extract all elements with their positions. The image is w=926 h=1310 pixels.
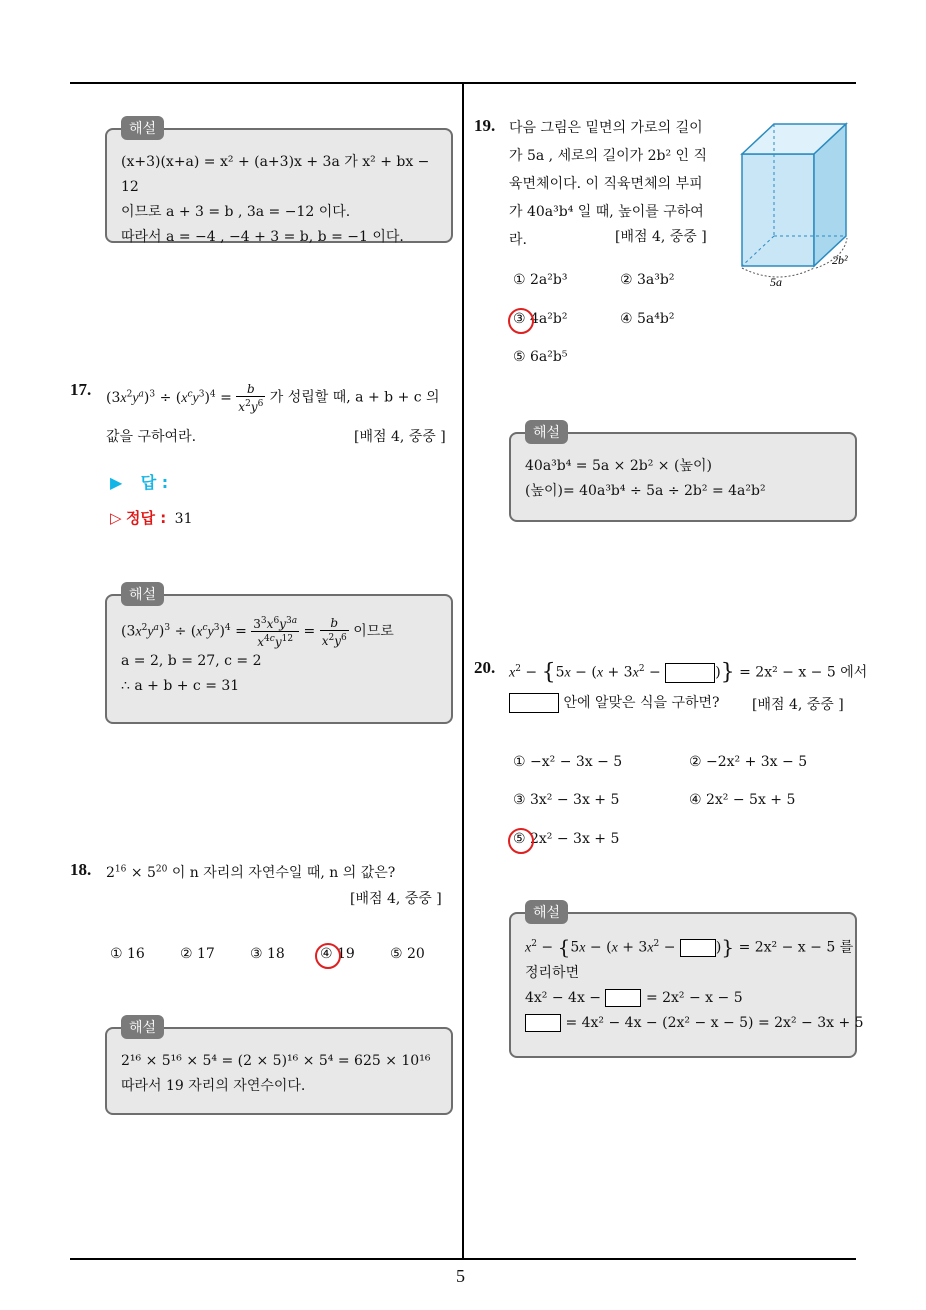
q20-solution-box xyxy=(509,905,864,1058)
q17-correct-label: 정답 : xyxy=(126,509,167,527)
q20-option-3[interactable]: ③ 3x² − 3x + 5 xyxy=(513,792,620,808)
q16-solution-box xyxy=(105,121,453,245)
q18-option-4[interactable]: ④ 19 xyxy=(320,946,355,962)
q18-question xyxy=(106,862,395,882)
q20-sol-tail-3: = 2x² − x − 5 xyxy=(645,989,743,1006)
q17-sol-line-1: $(3x^2y^a)^3 \div (x^cy^3)^4$ = $\frac{3^3x^6y^{3a}}{x^{4c}y^{12}}$ = $\frac{b}{x^2y^6}$ 이므로 xyxy=(121,615,394,649)
solution-tag: 해설 xyxy=(525,420,568,444)
q18-solution-box xyxy=(105,1020,453,1115)
q20-blank-box xyxy=(509,693,559,713)
q17-solution-box xyxy=(105,587,453,724)
q20-sol-line-4 xyxy=(525,1011,864,1036)
q19-option-2[interactable]: ② 3a³b² xyxy=(620,272,675,288)
q18-text: 이 n 자리의 자연수일 때, n 의 값은? xyxy=(171,865,396,881)
q19-selected-circle xyxy=(508,308,534,334)
q20-sol-blank-box xyxy=(680,939,716,957)
q16-sol-line: (x+3)(x+a) = x² + (a+3)x + 3a 가 x² + bx − 12 xyxy=(121,154,430,195)
q17-question xyxy=(106,380,456,414)
q20-option-5[interactable]: ⑤ 2x² − 3x + 5 xyxy=(513,831,620,847)
solution-tag: 해설 xyxy=(121,582,164,606)
q17-answer-row xyxy=(110,470,168,493)
q19-sol-line-1: 40a³b⁴ = 5a × 2b² × (높이) xyxy=(525,458,712,474)
q18-option-2[interactable]: ② 17 xyxy=(180,946,215,962)
q17-sol-line-2: a = 2, b = 27, c = 2 xyxy=(121,653,262,669)
q20-eq-tail: = 2x² − x − 5 에서 xyxy=(739,664,868,681)
q17-number: 17. xyxy=(70,380,92,399)
q19-line: 다음 그림은 밑면의 가로의 길이 xyxy=(509,120,703,136)
q18-selected-circle xyxy=(315,943,341,969)
q17-text-1: 가 성립할 때, a + b + c 의 xyxy=(269,389,440,406)
q20-question-line-2 xyxy=(509,692,720,713)
q18-sol-line-2: 따라서 19 자리의 자연수이다. xyxy=(121,1078,306,1094)
q17-meta: [배점 4, 중중 ] xyxy=(354,429,446,445)
solution-tag: 해설 xyxy=(121,1015,164,1039)
q17-correct-row xyxy=(110,507,192,528)
q19-option-4[interactable]: ④ 5a⁴b² xyxy=(620,311,675,327)
q18-option-1[interactable]: ① 16 xyxy=(110,946,145,962)
q20-selected-circle xyxy=(508,828,534,854)
solution-tag: 해설 xyxy=(525,900,568,924)
q20-question-line-1: $x^2 - \{5x - (x + 3x^2$ − )} = 2x² − x − 5 에서 xyxy=(509,660,868,685)
answer-arrow-icon: ▶ xyxy=(110,473,123,492)
q17-equation: $(3x^2y^a)^3 \div (x^cy^3)^4$ = $\frac{b}{x^2y^6}$ xyxy=(106,381,264,414)
q18-option-5[interactable]: ⑤ 20 xyxy=(390,946,425,962)
q20-sol-line-3 xyxy=(525,986,841,1011)
q17-answer-label: 답 : xyxy=(140,473,169,492)
q17-sol-tail: 이므로 xyxy=(353,623,394,640)
q20-meta: [배점 4, 중중 ] xyxy=(752,697,844,713)
q18-number: 18. xyxy=(70,860,92,879)
solution-tag: 해설 xyxy=(121,116,164,140)
q18-sol-line-1: 2¹⁶ × 5¹⁶ × 5⁴ = (2 × 5)¹⁶ × 5⁴ = 625 × 10¹⁶ xyxy=(121,1053,431,1069)
q20-option-4[interactable]: ④ 2x² − 5x + 5 xyxy=(689,792,796,808)
q20-option-1[interactable]: ① −x² − 3x − 5 xyxy=(513,754,623,770)
q19-line: 가 40a³b⁴ 일 때, 높이를 구하여 xyxy=(509,204,704,220)
q16-sol-line: 이므로 a + 3 = b , 3a = −12 이다. xyxy=(121,204,351,220)
q19-number: 19. xyxy=(474,116,496,135)
q17-text-2: 값을 구하여라. xyxy=(106,429,197,445)
q20-sol-line-2: 정리하면 xyxy=(525,964,580,981)
q19-meta: [배점 4, 중중 ] xyxy=(615,229,707,245)
bottom-rule xyxy=(70,1258,856,1260)
cuboid-front-face xyxy=(742,154,814,266)
q20-sol-blank-box xyxy=(605,989,641,1007)
fig-label-depth: 2b² xyxy=(832,253,848,267)
q18-option-3[interactable]: ③ 18 xyxy=(250,946,285,962)
q19-option-5[interactable]: ⑤ 6a²b⁵ xyxy=(513,349,568,365)
q20-blank-box xyxy=(665,663,715,683)
q20-sol-tail-1: = 2x² − x − 5 를 xyxy=(738,939,854,956)
cuboid-figure xyxy=(734,118,860,294)
q16-sol-line: 따라서 a = −4 , −4 + 3 = b, b = −1 이다. xyxy=(121,229,404,245)
fig-label-width: 5a xyxy=(770,275,782,289)
q20-sol-blank-box xyxy=(525,1014,561,1032)
q19-line: 라. xyxy=(509,232,527,248)
q19-option-1[interactable]: ① 2a²b³ xyxy=(513,272,568,288)
q19-option-3[interactable]: ③ 4a²b² xyxy=(513,311,568,327)
q19-solution-box xyxy=(509,425,857,522)
q17-sol-line-3: ∴ a + b + c = 31 xyxy=(121,678,240,694)
page-number: 5 xyxy=(456,1266,465,1286)
q20-sol-tail-4: = 4x² − 4x − (2x² − x − 5) = 2x² − 3x + 5 xyxy=(565,1014,864,1031)
q20-number: 20. xyxy=(474,658,496,677)
q18-meta: [배점 4, 중중 ] xyxy=(350,891,442,907)
q20-option-2[interactable]: ② −2x² + 3x − 5 xyxy=(689,754,808,770)
q19-line: 가 5a , 세로의 길이가 2b² 인 직 xyxy=(509,148,708,164)
q20-sol-head-3: 4x² − 4x − xyxy=(525,989,602,1006)
q19-line: 육면체이다. 이 직육면체의 부피 xyxy=(509,176,703,192)
column-divider xyxy=(462,84,464,1260)
q17-correct-value: 31 xyxy=(174,511,193,527)
q20-sol-line-1: $x^2 - \{5x - (x + 3x^2$ − )} = 2x² − x − 5 를 xyxy=(525,935,854,960)
q18-expr: $2^{16} \times 5^{20}$ xyxy=(106,864,168,881)
q19-sol-line-2: (높이)= 40a³b⁴ ÷ 5a ÷ 2b² = 4a²b² xyxy=(525,483,766,499)
correct-arrow-icon: ▷ xyxy=(110,509,122,527)
q20-text-2: 안에 알맞은 식을 구하면? xyxy=(563,695,720,711)
